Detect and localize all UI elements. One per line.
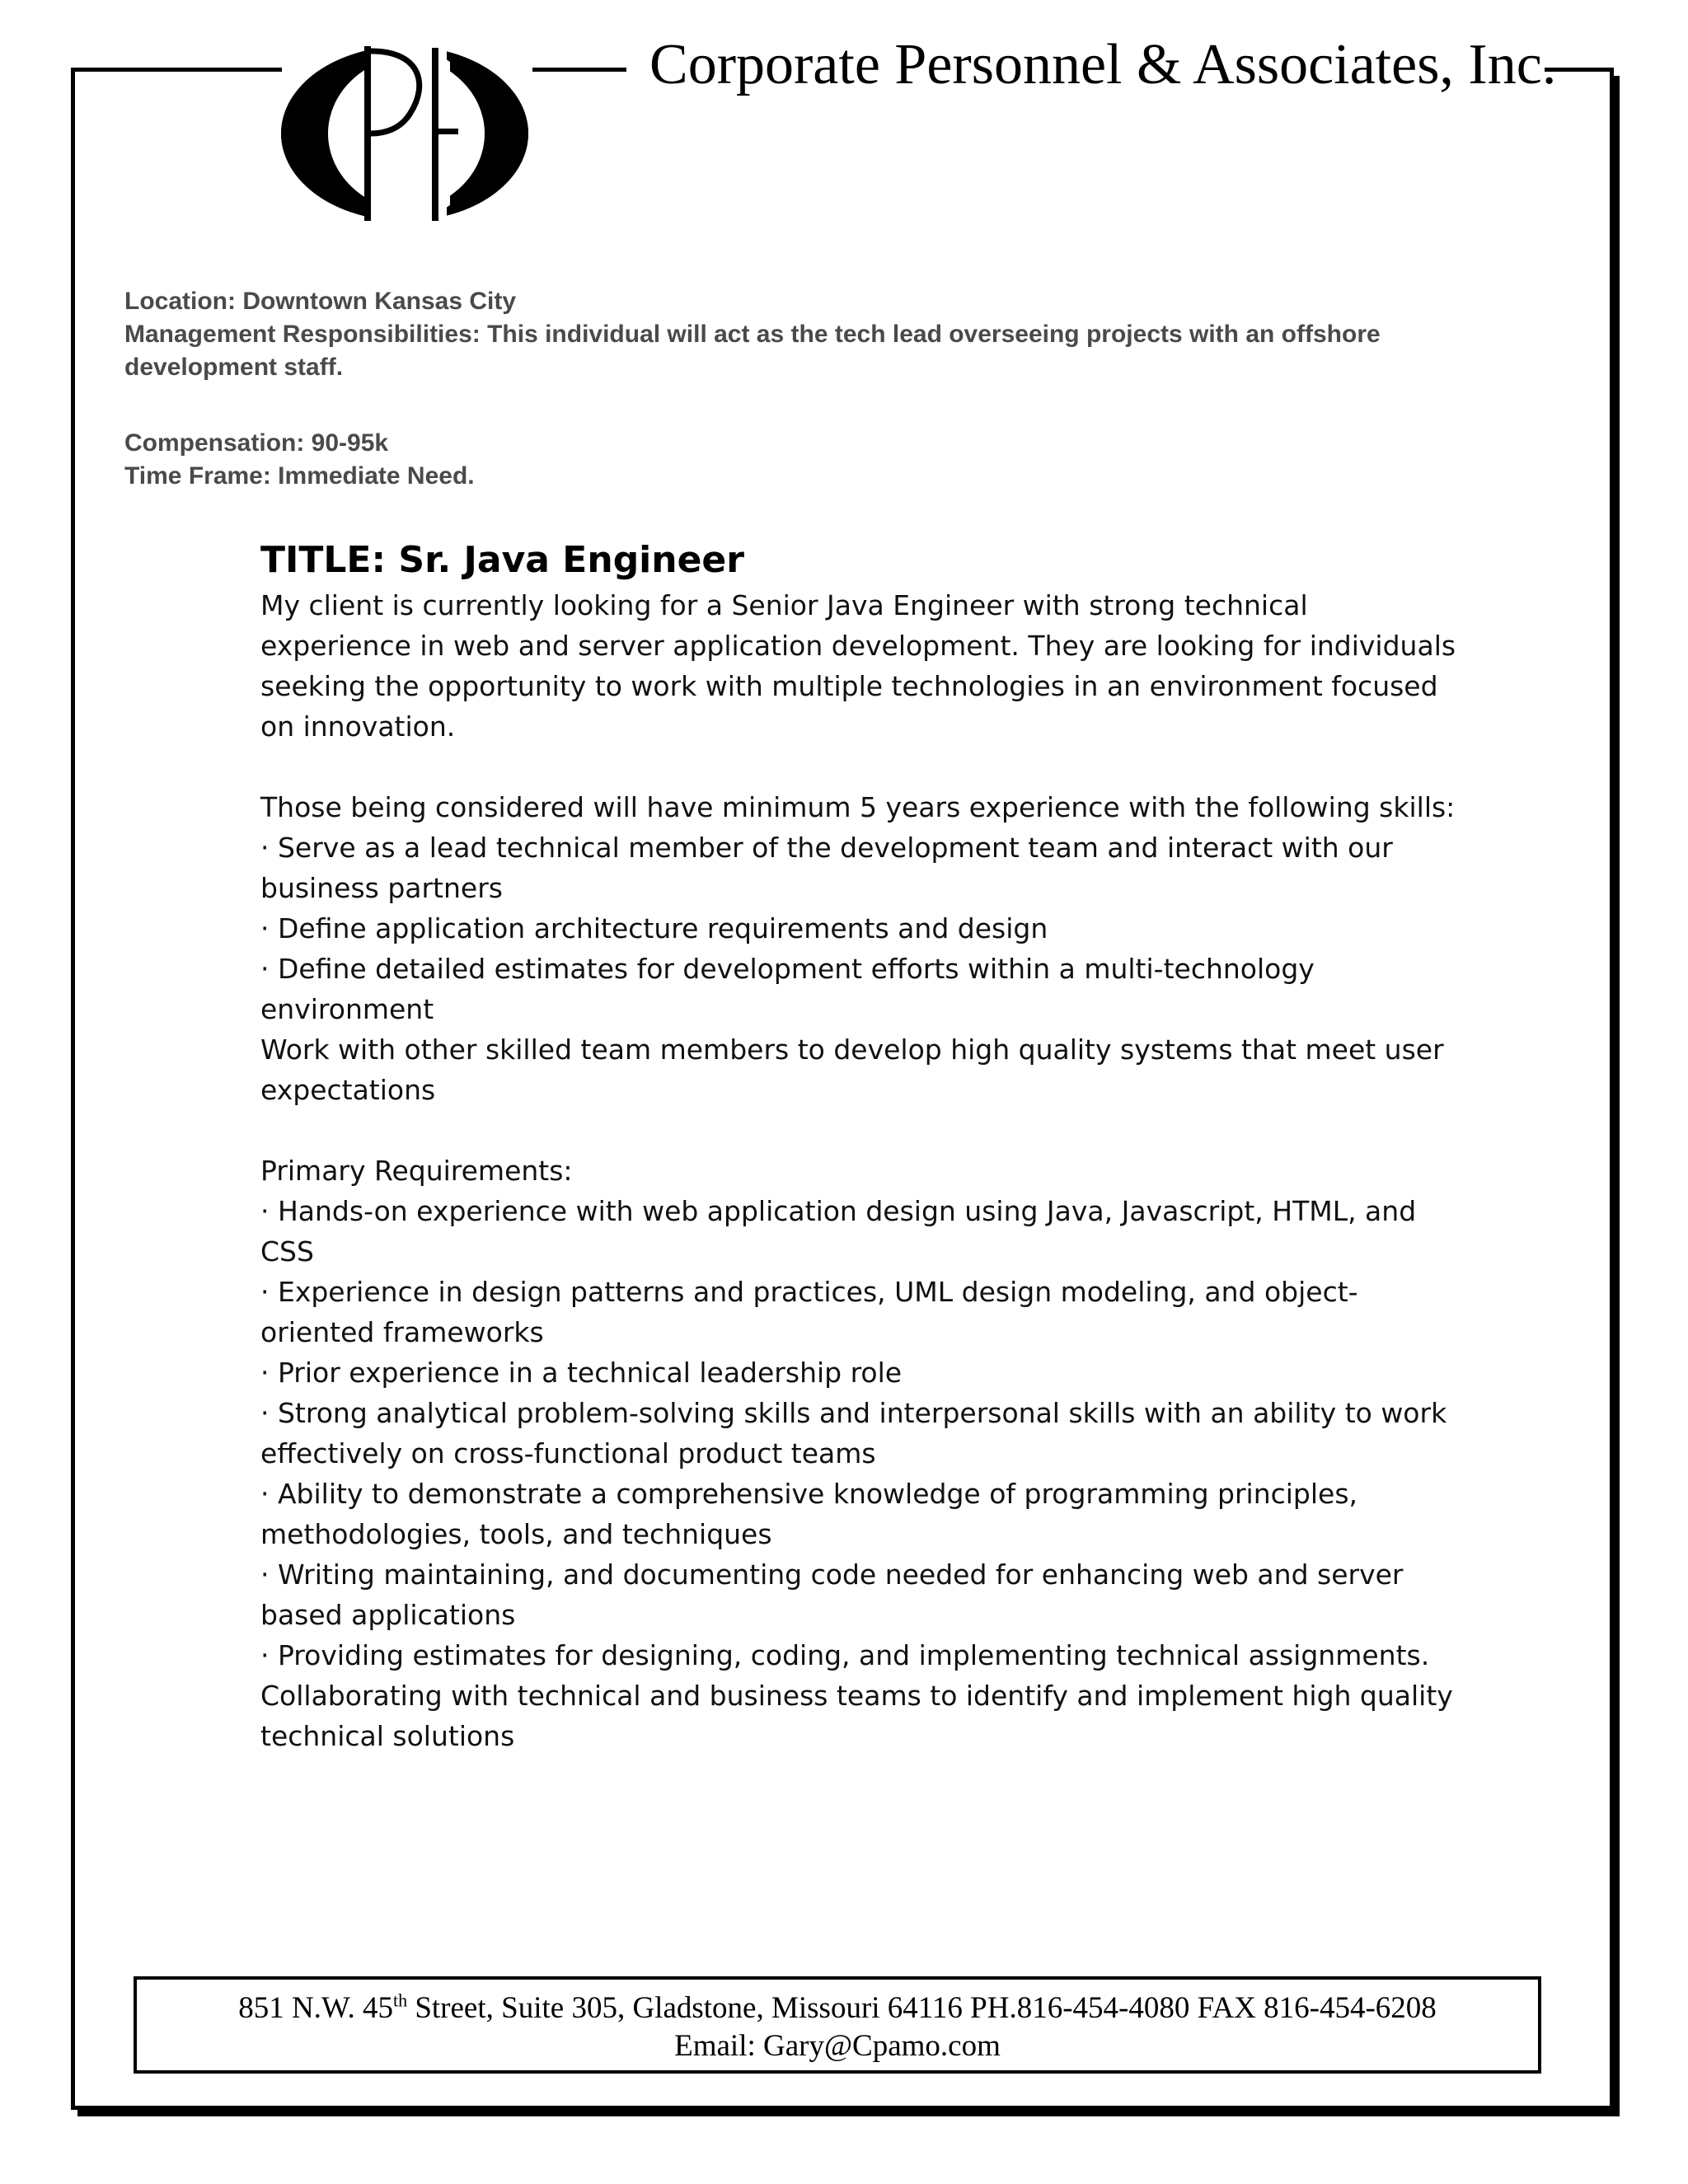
spacer [260,747,1464,787]
skill-item: · Define application architecture requirements and design [260,912,1048,944]
requirement-item: · Writing maintaining, and documenting code needed for enhancing web and server based applications [260,1558,1404,1631]
frame-border-top-left [71,68,282,72]
skill-item: · Define detailed estimates for development efforts within a multi-technology environment [260,953,1315,1025]
frame-shadow-bottom [77,2110,1620,2116]
address-line [137,1990,1538,2027]
frame-border-left [71,69,75,2110]
company-name: Corporate Personnel & Associates, Inc. [649,33,1557,96]
address-street-number: 851 N.W. 45 [238,1991,393,2025]
address-ordinal-suffix: th [392,1990,408,2011]
compensation-line: Compensation: 90-95k [124,429,389,457]
spacer [260,1110,1464,1151]
time-frame-line: Time Frame: Immediate Need. [124,462,475,490]
location-line: Location: Downtown Kansas City [124,288,517,315]
intro-paragraph: My client is currently looking for a Senior Java Engineer with strong technical experience in web and server application development. They are looking for individuals seeking the opportunity to work with multiple technologies in an environment focused on innovation. [260,589,1456,743]
requirement-item: · Experience in design patterns and practices, UML design modeling, and object-oriented frameworks [260,1276,1358,1348]
email-line[interactable]: Email: Gary@Cpamo.com [674,2029,1001,2063]
company-logo [279,43,531,224]
frame-shadow-right [1614,76,1620,2116]
requirement-item: · Ability to demonstrate a comprehensive knowledge of programming principles, methodologies, tools, and techniques [260,1478,1358,1550]
job-posting-body [260,536,1464,1756]
skill-item: Work with other skilled team members to develop high quality systems that meet user expectations [260,1033,1444,1106]
requirement-item: · Prior experience in a technical leadership role [260,1357,903,1389]
requirement-item: Collaborating with technical and business teams to identify and implement high quality technical solutions [260,1680,1453,1752]
frame-border-top-middle [532,68,626,72]
job-title: TITLE: Sr. Java Engineer [260,539,744,581]
requirement-item: · Hands-on experience with web application design using Java, Javascript, HTML, and CSS [260,1195,1417,1268]
requirement-item: · Strong analytical problem-solving skills and interpersonal skills with an ability to work effectively on cross-functional product teams [260,1397,1447,1469]
requirement-item: · Providing estimates for designing, coding, and implementing technical assignments. [260,1639,1430,1671]
job-details-top [124,285,1410,384]
management-line: Management Responsibilities: This individual will act as the tech lead overseeing projects with an offshore development staff. [124,321,1381,381]
address-remainder: Street, Suite 305, Gladstone, Missouri 64116 PH.816-454-4080 FAX 816-454-6208 [407,1991,1437,2025]
skill-item: · Serve as a lead technical member of the development team and interact with our business partners [260,832,1393,904]
contact-footer [134,1976,1541,2074]
requirements-heading: Primary Requirements: [260,1155,573,1187]
skills-intro: Those being considered will have minimum 5 years experience with the following skills: [260,791,1456,823]
job-details-bottom [124,427,1410,493]
